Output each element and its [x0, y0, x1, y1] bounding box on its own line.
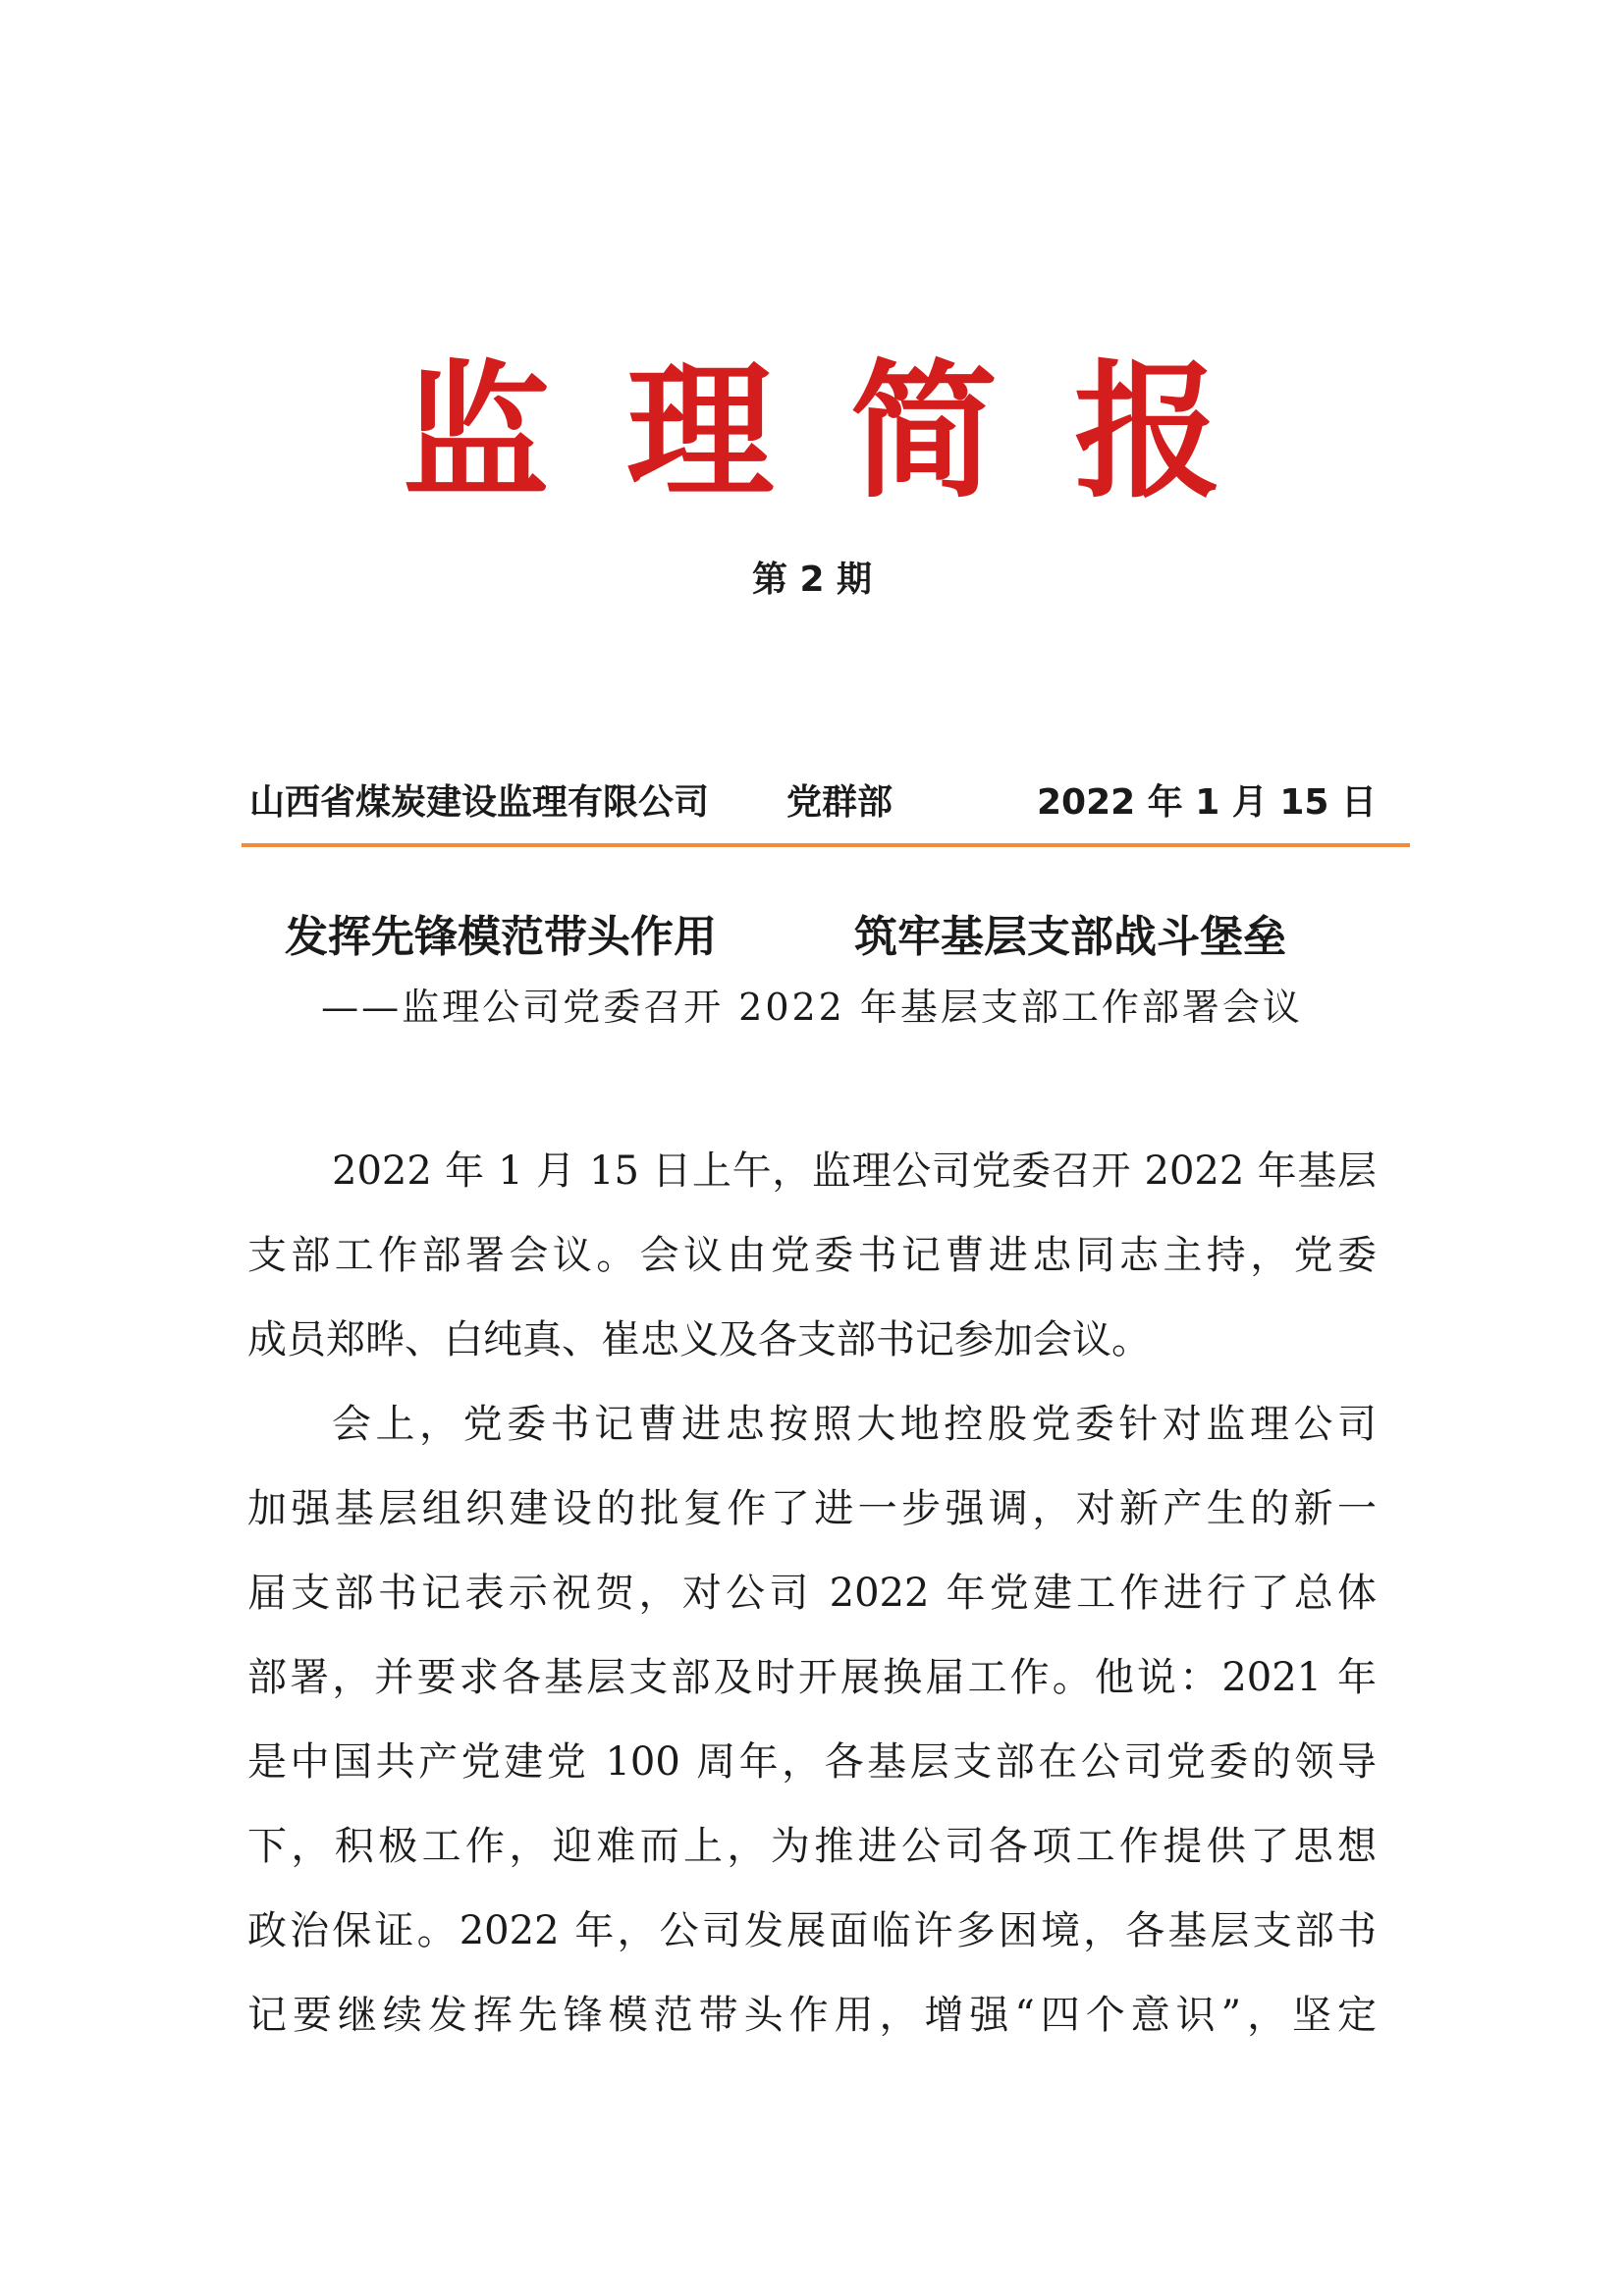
body-line: 加强基层组织建设的批复作了进一步强调，对新产生的新一	[247, 1486, 1377, 1531]
body-line: 下，积极工作，迎难而上，为推进公司各项工作提供了思想	[247, 1824, 1377, 1869]
body-line: 成员郑晔、白纯真、崔忠义及各支部书记参加会议。	[247, 1317, 1151, 1362]
header-divider	[242, 843, 1410, 847]
publication-date: 2022 年 1 月 15 日	[1036, 782, 1377, 823]
body-line: 届支部书记表示祝贺，对公司 2022 年党建工作进行了总体	[247, 1571, 1377, 1616]
issue-number: 第 2 期	[751, 560, 873, 600]
headline-right: 筑牢基层支部战斗堡垒	[854, 912, 1286, 962]
publication-info	[249, 775, 1377, 830]
body-line: 政治保证。2022 年，公司发展面临许多困境，各基层支部书	[247, 1908, 1377, 1953]
department-name: 党群部	[786, 782, 893, 823]
article-body	[247, 1129, 1377, 2057]
body-line: 是中国共产党建党 100 周年，各基层支部在公司党委的领导	[247, 1739, 1377, 1785]
body-line: 记要继续发挥先锋模范带头作用，增强“四个意识”，坚定	[247, 1993, 1377, 2038]
article-subheadline: ——监理公司党委召开 2022 年基层支部工作部署会议	[321, 986, 1303, 1029]
body-line: 部署，并要求各基层支部及时开展换届工作。他说：2021 年	[247, 1655, 1377, 1700]
article-headline	[0, 908, 1624, 967]
body-line: 会上，党委书记曹进忠按照大地控股党委针对监理公司	[332, 1402, 1377, 1447]
headline-left: 发挥先锋模范带头作用	[285, 912, 717, 962]
paragraph-2	[247, 1382, 1377, 2057]
body-line: 支部工作部署会议。会议由党委书记曹进忠同志主持，党委	[247, 1233, 1377, 1278]
paragraph-1	[247, 1129, 1377, 1382]
masthead-title: 监理简报	[402, 346, 1298, 518]
company-name: 山西省煤炭建设监理有限公司	[249, 782, 710, 823]
body-line: 2022 年 1 月 15 日上午，监理公司党委召开 2022 年基层	[332, 1148, 1377, 1194]
